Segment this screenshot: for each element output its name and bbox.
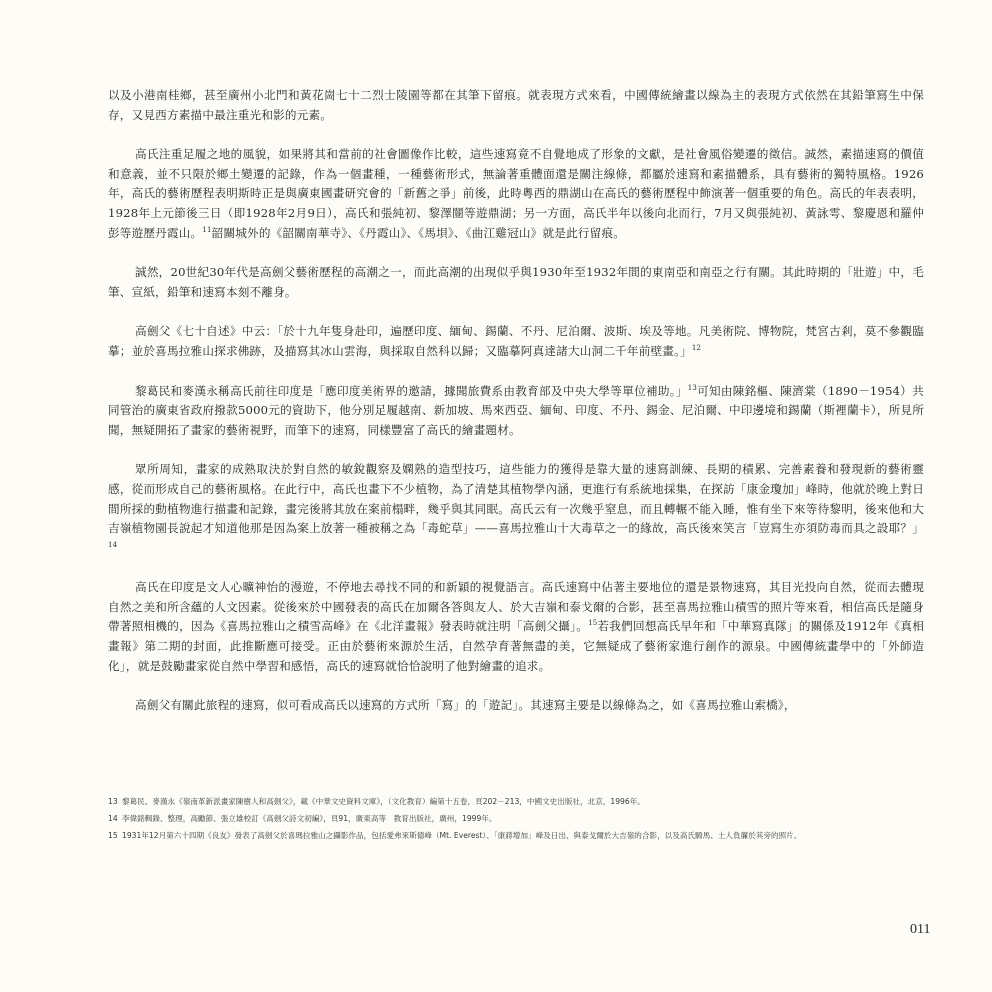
paragraph-text: 誠然，20世紀30年代是高劍父藝術歷程的高潮之一，而此高潮的出現似乎與1930年至1932年間的東南亞和南亞之行有關。其此時期的「壯遊」中，毛筆、宣紙，鉛筆和速寫本刻不離身。 xyxy=(108,265,924,299)
footnote-marker: 14 xyxy=(108,540,118,549)
footnote-marker: 15 xyxy=(588,619,598,628)
paragraph xyxy=(108,460,924,558)
paragraph xyxy=(108,86,924,125)
paragraph xyxy=(108,145,924,243)
main-text xyxy=(108,86,924,736)
footnote-number: 13 xyxy=(108,797,118,806)
footnote-number: 15 xyxy=(108,831,118,840)
paragraph-text: 高劍父《七十自述》中云：「於十九年隻身赴印，遍歷印度、緬甸、錫蘭、不丹、尼泊爾、波斯、埃及等地。凡美術院、博物院，梵宮古剎，莫不參觀臨摹；並於喜馬拉雅山探求佛跡，及描寫其冰山雲海，與採取自然科以歸；又臨摹阿真達諸大山洞二千年前壁畫。」 xyxy=(108,324,924,358)
footnote-marker: 11 xyxy=(202,225,212,234)
paragraph-text: 若我們回想高氏早年和「中華寫真隊」的關係及1912年《真相畫報》第二期的封面，此推斷應可接受。正由於藝術來源於生活，自然孕育著無盡的美，它無疑成了藝術家進行創作的源泉。中國傳統畫學中的「外師造化」，就是鼓勵畫家從自然中學習和感悟，高氏的速寫就恰恰說明了他對繪畫的追求。 xyxy=(108,619,924,673)
paragraph-text: 黎葛民和麥漢永稱高氏前往印度是「應印度美術界的邀請，據聞旅費系由教育部及中央大學等單位補助。」 xyxy=(135,383,688,398)
footnote xyxy=(108,829,924,842)
footnote xyxy=(108,812,924,825)
paragraph-text: 以及小港南桂鄉，甚至廣州小北門和黃花崗七十二烈士陵園等都在其筆下留痕。就表現方式來看，中國傳統繪畫以線為主的表現方式依然在其鉛筆寫生中保存，又見西方素描中最注重光和影的元素。 xyxy=(108,88,924,122)
paragraph xyxy=(108,322,924,361)
paragraph xyxy=(108,578,924,676)
paragraph-text: 高氏在印度是文人心曠神怡的漫遊，不停地去尋找不同的和新穎的視覺語言。高氏速寫中佔著主要地位的還是景物速寫，其目光投向自然，從而去體現自然之美和所含蘊的人文因素。從後來於中國發表的高氏在加爾各答與友人、於大吉嶺和泰戈爾的合影，甚至喜馬拉雅山積雪的照片等來看，相信高氏是隨身帶著照相機的，因為《喜馬拉雅山之積雪高峰》在《北洋畫報》發表時就注明「高劍父攝」。 xyxy=(108,580,924,634)
footnote-text: 1931年12月第六十四期《良友》發表了高劍父於喜瑪拉雅山之攝影作品，包括愛弗來斯德峰（Mt. Everest）、「康蔣增加」峰及日出、與泰戈爾於大吉嶺的合影，以及高氏騎馬、土人負簾於其旁的照片。 xyxy=(122,831,802,840)
footnote-number: 14 xyxy=(108,814,118,823)
paragraph-text: 眾所周知，畫家的成熟取決於對自然的敏銳觀察及嫻熟的造型技巧，這些能力的獲得是靠大量的速寫訓練、長期的積累、完善素養和發現新的藝術靈感，從而形成自己的藝術風格。在此行中，高氏也畫下不少植物，為了清楚其植物學內涵，更進行有系統地採集，在探訪「康金瓊加」峰時，他就於晚上對日間所採的動植物進行描畫和記錄，畫完後將其放在案前榻畔，幾乎與其同眠。高氏云有一次幾乎窒息，而且轉輾不能入睡，惟有坐下來等待黎明，後來他和大吉嶺植物園長說起才知道他那是因為案上放著一種被稱之為「毒蛇草」——喜馬拉雅山十大毒草之一的緣故，高氏後來笑言「豈寫生亦須防毒而具之設耶？」 xyxy=(108,462,924,536)
footnote xyxy=(108,795,924,808)
footnote-text: 黎葛民、麥漢永《嶺南革新派畫家陳樹人和高劍父》，載《中華文史資料文庫》，（文化教育）編第十五卷，頁202－213，中國文史出版社，北京，1996年。 xyxy=(122,797,645,806)
paragraph-text: 高氏注重足履之地的風貌，如果將其和當前的社會圖像作比較，這些速寫竟不自覺地成了形象的文獻，是社會風俗變遷的徵信。誠然，素描速寫的價值和意義，並不只限於鄉土變遷的記錄，作為一個畫種，一種藝術形式，無論著重體面還是關注線條，都屬於速寫和素描體系，具有藝術的獨特風格。1926年，高氏的藝術歷程表明斯時正是與廣東國畫研究會的「新舊之爭」前後，此時粵西的鼎湖山在高氏的藝術歷程中飾演著一個重要的角色。高氏的年表表明，1928年上元節後三日（即1928年2月9日），高氏和張純初、黎澤闓等遊鼎湖；另一方面，高氏半年以後向北而行，7月又與張純初、黃詠雩、黎慶恩和羅仲彭等遊歷丹霞山。 xyxy=(108,147,924,240)
page-number: 011 xyxy=(910,922,931,937)
footnote-marker: 12 xyxy=(691,343,702,352)
footnotes xyxy=(108,795,924,846)
paragraph xyxy=(108,382,924,441)
paragraph-text: 韶關城外的《韶關南華寺》、《丹霞山》、《馬垻》、《曲江雞冠山》就是此行留痕。 xyxy=(211,225,626,240)
paragraph xyxy=(108,696,924,716)
paragraph xyxy=(108,263,924,302)
paragraph-text: 高劍父有關此旅程的速寫，似可看成高氏以速寫的方式所「寫」的「遊記」。其速寫主要是以線條為之，如《喜馬拉雅山索橋》， xyxy=(135,698,796,713)
footnote-text: 李偉銘輯錄、整理，高勵節、張立雄校訂《高劍父詩文初編》，頁91，廣東高等 教育出版社，廣州，1999年。 xyxy=(122,814,497,823)
footnote-marker: 13 xyxy=(687,383,698,392)
paragraph-text: 可知由陳銘樞、陳濟棠（1890－1954）共同管治的廣東省政府撥款5000元的資助下，他分別足履越南、新加坡、馬來西亞、緬甸、印度、不丹、錫金、尼泊爾、中印邊境和錫蘭（斯裡蘭卡），所見所聞，無疑開拓了畫家的藝術視野，而筆下的速寫，同樣豐富了高氏的繪畫題材。 xyxy=(108,383,924,437)
